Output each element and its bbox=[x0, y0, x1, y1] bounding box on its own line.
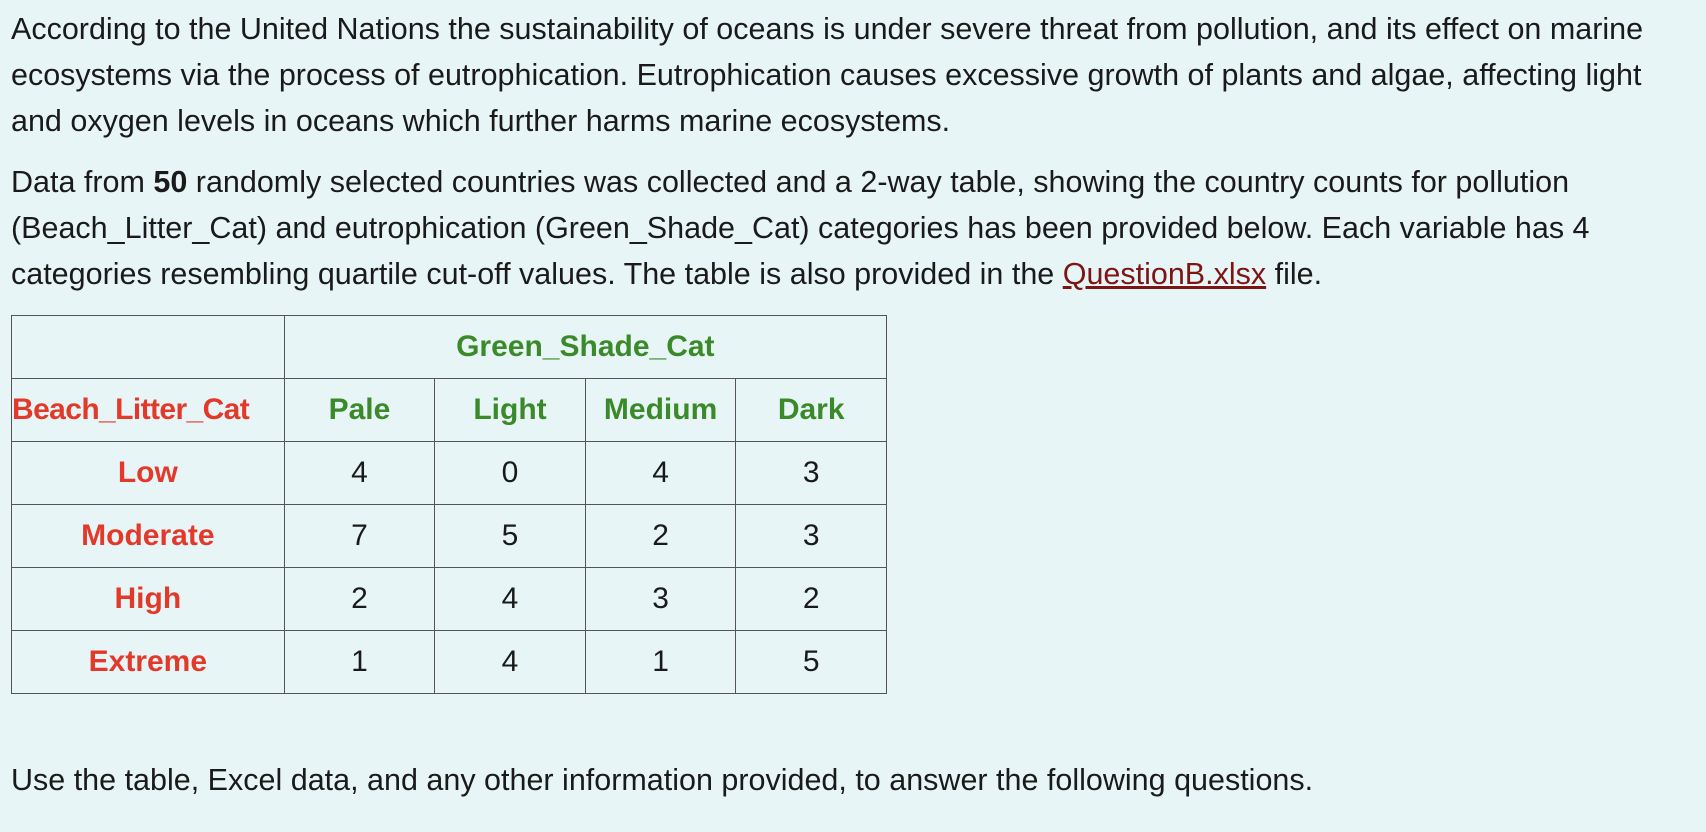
table-cell: 1 bbox=[585, 631, 736, 694]
table-cell: 3 bbox=[736, 442, 887, 505]
table-row bbox=[12, 442, 887, 505]
table-cell: 2 bbox=[585, 505, 736, 568]
table-row bbox=[12, 505, 887, 568]
data-description-paragraph bbox=[11, 159, 1696, 297]
desc-after-link: file. bbox=[1266, 257, 1323, 291]
table-cell: 5 bbox=[736, 631, 887, 694]
table-cell: 3 bbox=[736, 505, 887, 568]
table-subheader-row bbox=[12, 379, 887, 442]
table-cell: 5 bbox=[435, 505, 586, 568]
table-cell: 2 bbox=[736, 568, 887, 631]
row-variable-header: Beach_Litter_Cat bbox=[12, 379, 285, 442]
column-header-medium: Medium bbox=[585, 379, 736, 442]
question-content bbox=[11, 6, 1696, 797]
table-cell: 3 bbox=[585, 568, 736, 631]
table-cell: 4 bbox=[284, 442, 435, 505]
table-cell: 2 bbox=[284, 568, 435, 631]
row-header-high: High bbox=[12, 568, 285, 631]
table-cell: 4 bbox=[585, 442, 736, 505]
table-row bbox=[12, 568, 887, 631]
desc-before-count: Data from bbox=[11, 165, 154, 199]
row-header-moderate: Moderate bbox=[12, 505, 285, 568]
country-count: 50 bbox=[153, 165, 188, 199]
table-cell: 4 bbox=[435, 568, 586, 631]
table-header-row bbox=[12, 316, 887, 379]
table-cell: 1 bbox=[284, 631, 435, 694]
two-way-table bbox=[11, 315, 887, 694]
column-header-dark: Dark bbox=[736, 379, 887, 442]
questionb-file-link[interactable]: QuestionB.xlsx bbox=[1062, 257, 1267, 291]
column-header-pale: Pale bbox=[284, 379, 435, 442]
table-cell: 4 bbox=[435, 631, 586, 694]
column-header-light: Light bbox=[435, 379, 586, 442]
table-corner-cell bbox=[12, 316, 285, 379]
table-cell: 7 bbox=[284, 505, 435, 568]
column-variable-header: Green_Shade_Cat bbox=[284, 316, 886, 379]
closing-paragraph: Use the table, Excel data, and any other information provided, to answer the following questions. bbox=[11, 763, 1314, 797]
table-row bbox=[12, 631, 887, 694]
table-cell: 0 bbox=[435, 442, 586, 505]
desc-after-count: randomly selected countries was collected and a 2-way table, showing the country counts for pollution (Beach_Litter_Cat) and eutrophication (Green_Shade_Cat) categories has been provided below. Each variable has 4 categories resembling quartile cut-off values. The table is also provided in the bbox=[11, 165, 1590, 291]
row-header-low: Low bbox=[12, 442, 285, 505]
row-header-extreme: Extreme bbox=[12, 631, 285, 694]
intro-paragraph: According to the United Nations the sustainability of oceans is under severe threat from pollution, and its effect on marine ecosystems via the process of eutrophication. Eutrophication causes excessive growth of plants and algae, affecting light and oxygen levels in oceans which further harms marine ecosystems. bbox=[11, 12, 1644, 138]
